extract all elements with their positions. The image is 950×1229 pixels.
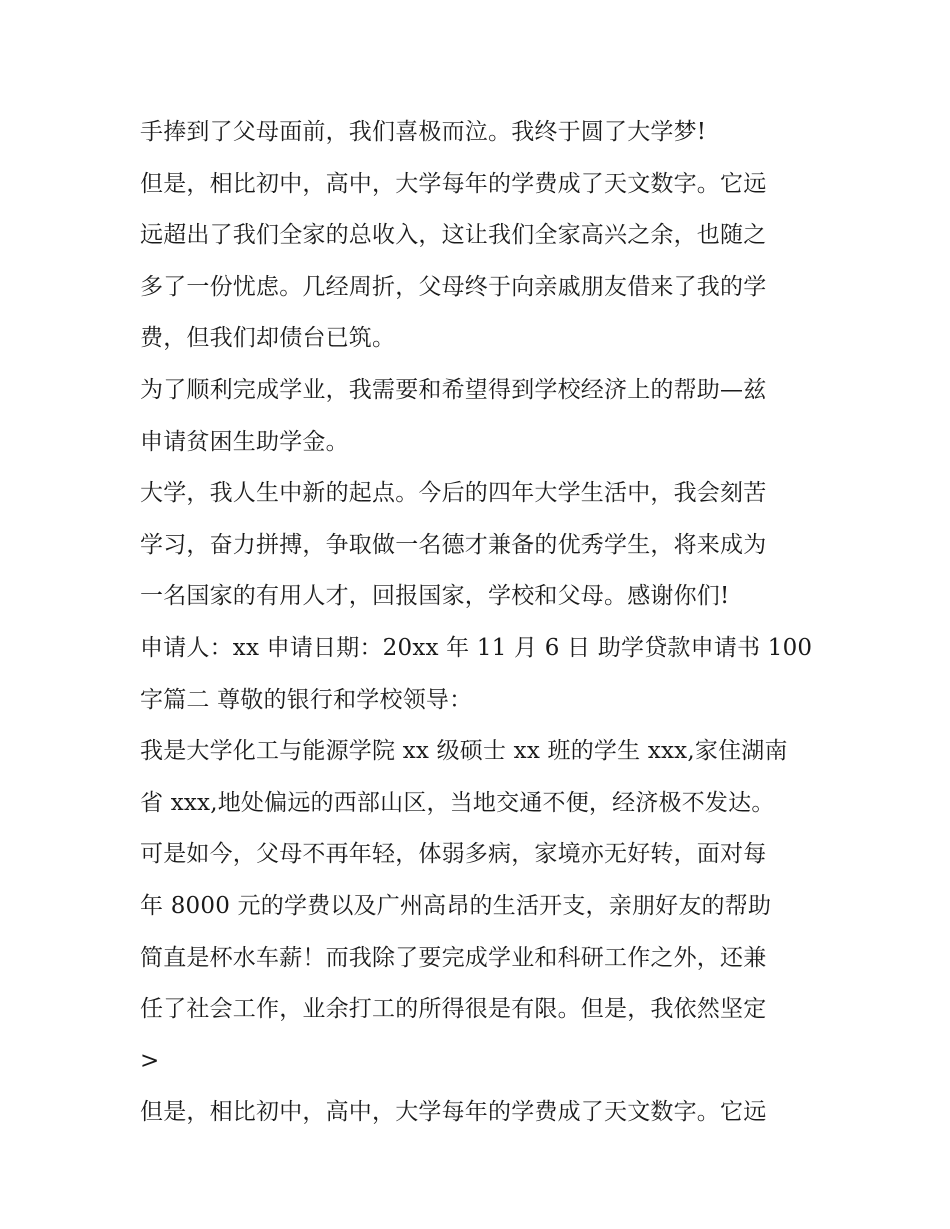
- text-line: 任了社会工作，业余打工的所得很是有限。但是，我依然坚定: [140, 996, 767, 1023]
- text-line: 大学，我人生中新的起点。今后的四年大学生活中，我会刻苦: [140, 480, 767, 507]
- text-line: 年 8000 元的学费以及广州高昂的生活开支，亲朋好友的帮助: [140, 892, 772, 919]
- text-line: 但是，相比初中，高中，大学每年的学费成了天文数字。它远: [140, 1099, 767, 1126]
- section-heading-line: 字篇二 尊敬的银行和学校领导：: [140, 686, 473, 713]
- text-line: 省 xxx,地处偏远的西部山区，当地交通不便，经济极不发达。: [140, 789, 775, 816]
- text-line: 费，但我们却债台已筑。: [140, 325, 396, 352]
- document-body: [140, 107, 820, 1139]
- text-line: 一名国家的有用人才，回报国家，学校和父母。感谢你们!: [140, 583, 730, 610]
- applicant-info-line: 申请人：xx 申请日期：20xx 年 11 月 6 日 助学贷款申请书 100: [140, 634, 813, 661]
- text-line: 但是，相比初中，高中，大学每年的学费成了天文数字。它远: [140, 170, 767, 197]
- text-line: 申请贫困生助学金。: [140, 428, 349, 455]
- text-line: 学习，奋力拼搏，争取做一名德才兼备的优秀学生，将来成为: [140, 531, 767, 558]
- text-line: 我是大学化工与能源学院 xx 级硕士 xx 班的学生 xxx,家住湖南: [140, 738, 788, 765]
- continuation-marker: >: [140, 1047, 160, 1074]
- text-line: 简直是杯水车薪！而我除了要完成学业和科研工作之外，还兼: [140, 944, 767, 971]
- text-line: 多了一份忧虑。几经周折，父母终于向亲戚朋友借来了我的学: [140, 273, 767, 300]
- text-line: 为了顺利完成学业，我需要和希望得到学校经济上的帮助—兹: [140, 376, 767, 403]
- text-line: 可是如今，父母不再年轻，体弱多病，家境亦无好转，面对每: [140, 841, 767, 868]
- text-line: 手捧到了父母面前，我们喜极而泣。我终于圆了大学梦!: [140, 119, 707, 145]
- text-line: 远超出了我们全家的总收入，这让我们全家高兴之余，也随之: [140, 222, 767, 249]
